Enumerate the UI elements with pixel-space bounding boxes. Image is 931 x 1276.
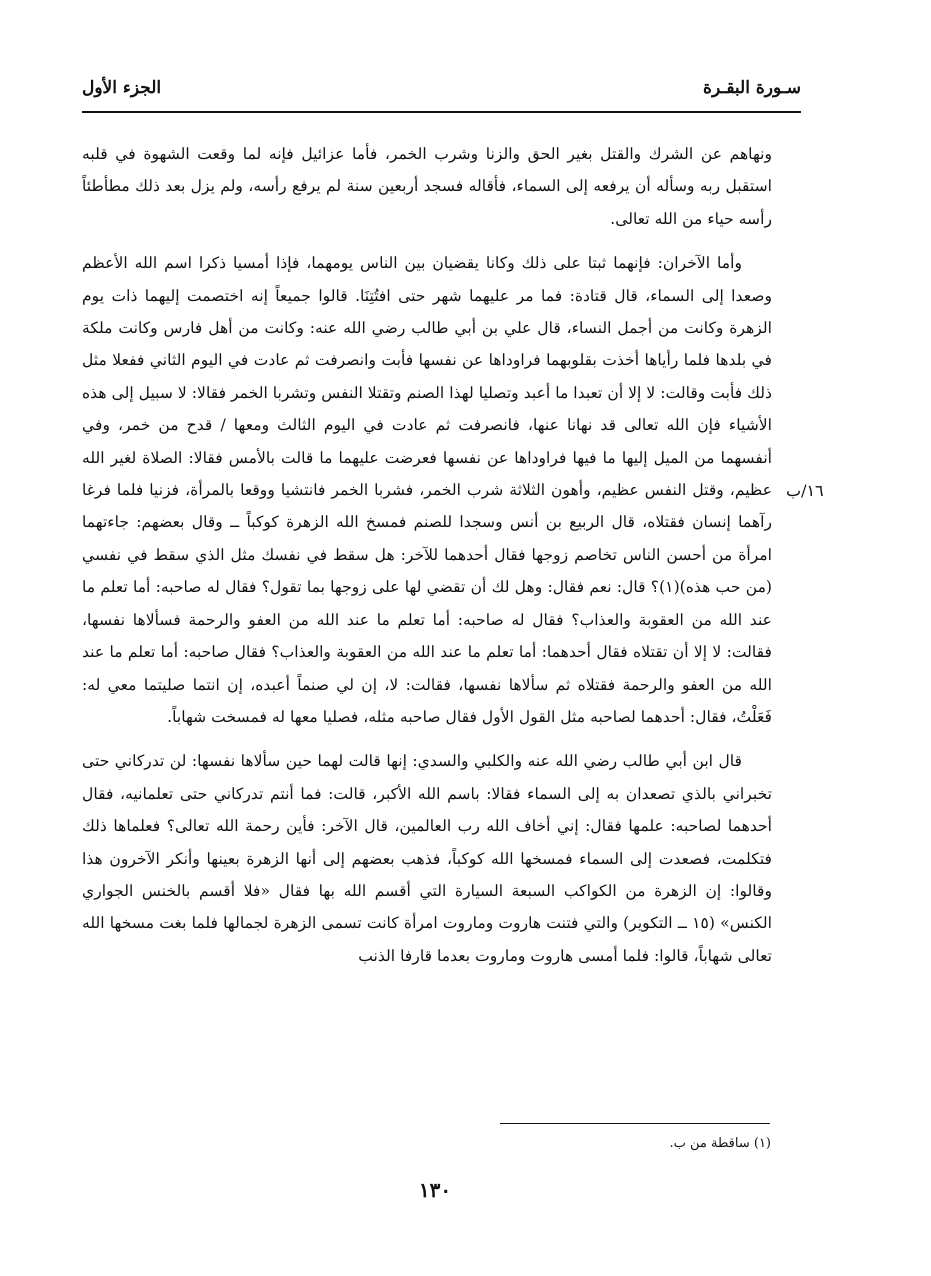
folio-margin-note: ١٦/ب (786, 481, 824, 500)
page-number: ١٣٠ (418, 1178, 452, 1202)
footnote: (١) ساقطة من ب. (669, 1136, 771, 1151)
paragraph-1: ونهاهم عن الشرك والقتل بغير الحق والزنا وشرب الخمر، فأما عزائيل فإنه لما وقعت الشهوة في قلبه استقبل ربه وسأله أن يرفعه إلى السماء، فأقاله فسجد أربعين سنة لم يرفع رأسه، ولم يزل بعد ذلك مطأطئاً رأسه حياء من الله تعالى. (82, 145, 772, 228)
header-divider (82, 111, 801, 113)
paragraph-2: وأما الآخران: فإنهما ثبتا على ذلك وكانا يقضيان بين الناس يومهما، فإذا أمسيا ذكرا اسم الله الأعظم وصعدا إلى السماء، قال قتادة: فما مر عليهما شهر حتى افتُتِنَا. قالوا جميعاً إنه اختصمت إليهما ذات يوم الزهرة وكانت من أجمل النساء، قال علي بن أبي طالب رضي الله عنه: وكانت من أهل فارس وكانت ملكة في بلدها فلما رأياها أخذت بقلوبهما فراوداها عن نفسها فأبت وانصرفت ثم عادت في اليوم الثاني ففعلا مثل ذلك فأبت وقالت: لا إلا أن تعبدا ما أعبد وتصليا لهذا الصنم وتقتلا النفس وتشربا الخمر فقالا: لا سبيل إلى هذه الأشياء فإن الله تعالى قد نهانا عنها، فانصرفت ثم عادت في اليوم الثالث ومعها / قدح من خمر، وفي أنفسهما من الميل إليها ما فيها فراوداها عن نفسها فعرضت عليهما ما قالت بالأمس فقالا: الصلاة لغير الله عظيم، وقتل النفس عظيم، وأهون الثلاثة شرب الخمر، فشربا الخمر فانتشيا ووقعا بالمرأة، فزنيا فلما فرغا رآهما إنسان فقتلاه، قال الربيع بن أنس وسجدا للصنم فمسخ الله الزهرة كوكباً ــ وقال بعضهم: جاءتهما امرأة من أحسن الناس تخاصم زوجها فقال أحدهما للآخر: هل سقط في نفسك مثل الذي سقط في نفسي (من حب هذه)(١)؟ قال: نعم فقال: وهل لك أن تقضي لها على زوجها بما تقول؟ فقال له صاحبه: أما تعلم ما عند الله من العقوبة والعذاب؟ فقال له صاحبه: أما تعلم ما عند الله من العفو والرحمة فسألاها نفسها، فقالت: لا إلا أن تقتلاه فقال أحدهما: أما تعلم ما عند الله من العقوبة والعذاب؟ فقال صاحبه: أما تعلم ما عند الله من العفو والرحمة فقتلاه ثم سألاها نفسها، فقالت: لا، إن لي صنماً أعبده، إن انتما صليتما معي له: فَعَلْتُ، فقال: أحدهما لصاحبه مثل القول الأول فقال صاحبه مثله، فصليا معها له فمسخت شهاباً. (82, 254, 772, 726)
header-volume-title: الجزء الأول (82, 78, 162, 98)
main-text (82, 138, 772, 972)
header-surah-title: سـورة البقـرة (703, 78, 801, 98)
paragraph-3: قال ابن أبي طالب رضي الله عنه والكلبي والسدي: إنها قالت لهما حين سألاها نفسها: لن تدركاني حتى تخبراني بالذي تصعدان به إلى السماء فقالا: باسم الله الأكبر، قالت: فما أنتم تدركاني حتى تعلمانيه، فقال أحدهما لصاحبه: علمها فقال: إني أخاف الله رب العالمين، قال الآخر: فأين رحمة الله تعالى؟ فعلماها ذلك فتكلمت، فصعدت إلى السماء فمسخها الله كوكباً، فذهب بعضهم إلى أنها الزهرة بعينها وأنكر الآخرون هذا وقالوا: إن الزهرة من الكواكب السبعة السيارة التي أقسم الله بها فقال «فلا أقسم بالخنس الجواري الكنس» (١٥ ــ التكوير) والتي فتنت هاروت وماروت امرأة كانت تسمى الزهرة لجمالها فلما بغت مسخها الله تعالى شهاباً، قالوا: فلما أمسى هاروت وماروت بعدما قارفا الذنب (82, 752, 772, 965)
footnote-divider (500, 1123, 770, 1124)
